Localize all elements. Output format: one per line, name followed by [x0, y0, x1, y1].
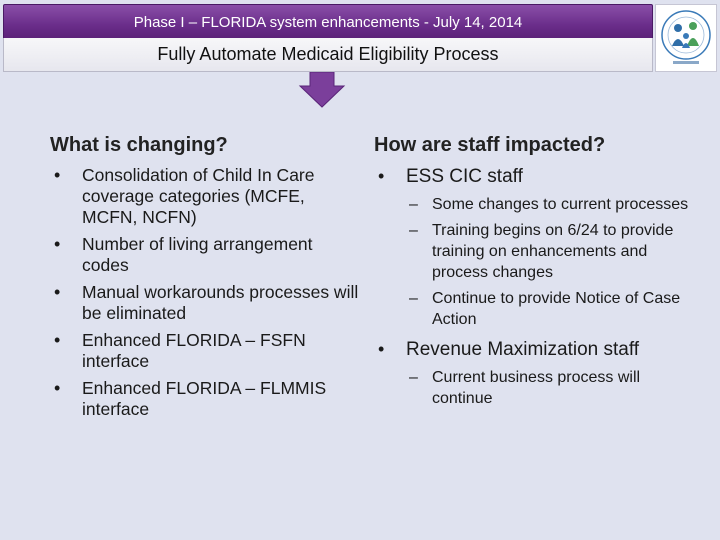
department-seal-icon: [659, 8, 713, 68]
list-item: [374, 338, 704, 409]
sub-list-item: – Some changes to current processes: [406, 194, 704, 215]
slide-subtitle: Fully Automate Medicaid Eligibility Process: [157, 44, 499, 64]
sub-list-item: – Current business process will continue: [406, 367, 704, 409]
impact-list: [374, 165, 704, 409]
list-item: • Consolidation of Child In Care coverage categories (MCFE, MCFN, NCFN): [50, 165, 360, 228]
subtitle-bar: [3, 38, 653, 72]
group-label: Revenue Maximization staff: [406, 339, 640, 360]
sub-list-item: – Continue to provide Notice of Case Action: [406, 288, 704, 330]
list-item: • Enhanced FLORIDA – FSFN interface: [50, 330, 360, 372]
change-list: [50, 165, 360, 420]
sub-list-item: – Training begins on 6/24 to provide training on enhancements and process changes: [406, 220, 704, 283]
left-heading: What is changing?: [50, 134, 228, 156]
title-banner: [3, 4, 653, 40]
group-label: ESS CIC staff: [406, 166, 523, 187]
list-item: • Number of living arrangement codes: [50, 234, 360, 276]
sub-list: [406, 367, 704, 409]
list-item: • Manual workarounds processes will be eliminated: [50, 282, 360, 324]
right-heading: How are staff impacted?: [374, 134, 606, 156]
sub-list: [406, 194, 704, 330]
list-item: [374, 165, 704, 330]
list-item: • Enhanced FLORIDA – FLMMIS interface: [50, 378, 360, 420]
banner-title: Phase I – FLORIDA system enhancements - July 14, 2014: [133, 13, 523, 31]
department-logo: [655, 4, 717, 72]
staff-impact-column: [374, 134, 704, 417]
what-is-changing-column: [50, 134, 360, 426]
down-arrow-icon: [298, 72, 346, 108]
